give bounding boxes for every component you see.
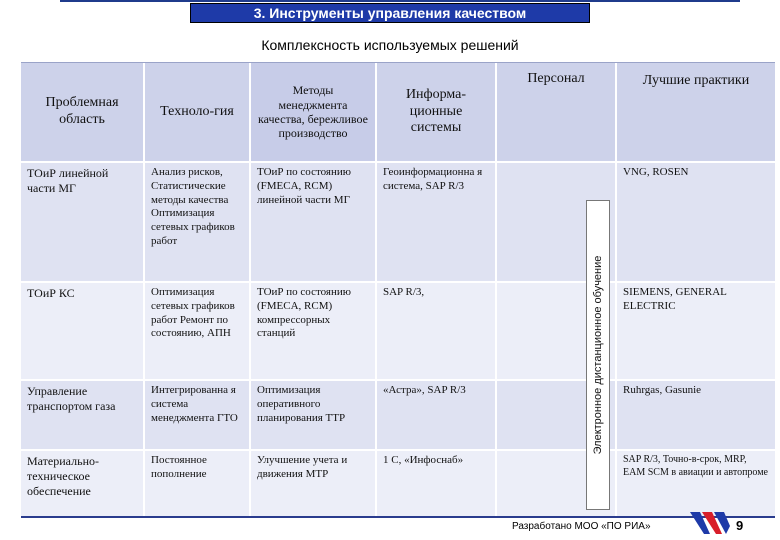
- row4-area: Материально-техническое обеспечение: [21, 451, 143, 517]
- vertical-label-box: [586, 200, 610, 510]
- vertical-label: Электронное дистанционное обучение: [592, 255, 604, 455]
- header-info-systems: Информа-ционные системы: [377, 63, 495, 161]
- ria-logo-icon: [688, 506, 732, 540]
- header-best-practices: Лучшие практики: [617, 63, 775, 161]
- slide-title: 3. Инструменты управления качеством: [190, 3, 590, 23]
- solutions-table: [21, 62, 775, 518]
- row4-practices: SAP R/3, Точно-в-срок, MRP, EAM SCM в авиации и автопроме: [617, 451, 775, 517]
- bottom-rule: [21, 516, 775, 518]
- row2-is: SAP R/3,: [377, 283, 495, 379]
- row3-practices: Ruhrgas, Gasunie: [617, 381, 775, 449]
- header-problem-area: Проблемная область: [21, 63, 143, 161]
- row2-tech: Оптимизация сетевых графиков работ Ремонт по состоянию, АПН: [145, 283, 249, 379]
- row1-practices: VNG, ROSEN: [617, 163, 775, 281]
- header-quality-methods: Методы менеджмента качества, бережливое производство: [251, 63, 375, 161]
- row1-tech: Анализ рисков, Статистические методы качества Оптимизация сетевых графиков работ: [145, 163, 249, 281]
- row2-methods: ТОиР по состоянию (FMECA, RCM) компрессорных станций: [251, 283, 375, 379]
- row3-area: Управление транспортом газа: [21, 381, 143, 449]
- row4-methods: Улучшение учета и движения МТР: [251, 451, 375, 517]
- row1-area: ТОиР линейной части МГ: [21, 163, 143, 281]
- slide-subtitle: Комплексность используемых решений: [261, 37, 519, 53]
- row3-methods: Оптимизация оперативного планирования ТТР: [251, 381, 375, 449]
- row1-is: Геоинформационна я система, SAP R/3: [377, 163, 495, 281]
- row3-tech: Интегрированна я система менеджмента ГТО: [145, 381, 249, 449]
- row2-practices: SIEMENS, GENERAL ELECTRIC: [617, 283, 775, 379]
- header-technology: Техноло-гия: [145, 63, 249, 161]
- page-number: 9: [736, 518, 744, 533]
- row4-tech: Постоянное пополнение: [145, 451, 249, 517]
- footer-credit: Разработано МОО «ПО РИА»: [512, 521, 651, 532]
- row3-is: «Астра», SAP R/3: [377, 381, 495, 449]
- row1-methods: ТОиР по состоянию (FMECA, RCM) линейной части МГ: [251, 163, 375, 281]
- row2-area: ТОиР КС: [21, 283, 143, 379]
- row4-is: 1 С, «Инфоснаб»: [377, 451, 495, 517]
- header-personnel: Персонал: [497, 63, 615, 161]
